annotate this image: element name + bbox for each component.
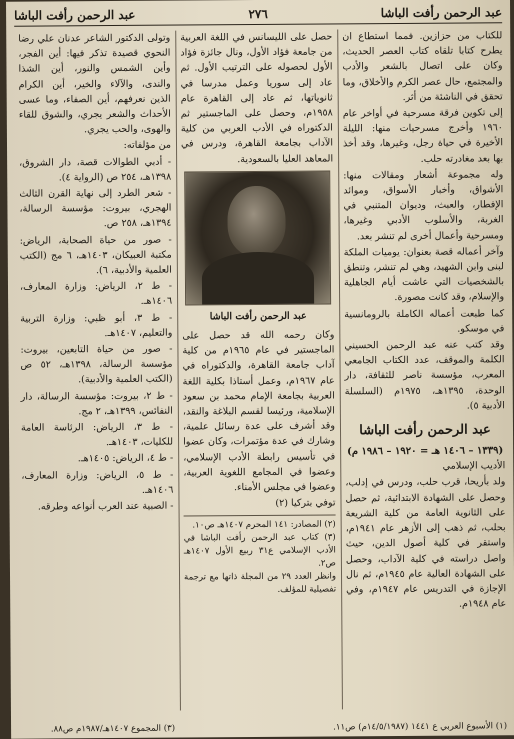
biography-role: الأديب الإسلامي (442, 460, 506, 473)
work-item: - ط ٢، بيروت: مؤسسة الرسالة، دار النفائس، ١٣٩٩هـ، ٢ مج. (20, 390, 173, 418)
paragraph: إلى تكوين فرقة مسرحية في أواخر عام ١٩٦٠ وأخرج مسرحيات منها: الليلة الأخيرة في حياة رجل، وغيرها، وقد أخذ بها بعد مغادرته حلب. (342, 107, 504, 165)
portrait-caption: عبد الرحمن رأفت الباشا (209, 310, 307, 323)
death-note: توفي بتركيا (٢) (275, 497, 336, 510)
header-title-right: عبد الرحمن رأفت الباشا (380, 5, 503, 21)
paragraph: وله مجموعة أشعار ومقالات منها: الأشواق، وأخبار الأسواق، وموائد الإفطار، والعبث، وديوان المتنبي في الغربة، والأسلوب الأدبي وغيرها، ومسرحية وأعمال أخرى لم تنشر بعد. (343, 169, 504, 242)
footnote: (٢) المصادر: ١٤١ المحرم ١٤٠٧هـ ص١٠. (192, 519, 336, 531)
biography-text: ولد بأريحا، قرب حلب، ودرس في إدلب، وحصل على الشهادة الابتدائية، ثم حصل على الثانوية العامة من كلية الشريعة بحلب، ثم ذهب إلى الأزهر عام ١٩٤١م، واستقر في كلية أصول الدين، حيث واصل دراسته في كلية الآداب، وحصل على الشهادة العالية عام ١٩٤٥م، ثم نال الإجازة في التدريس عام ١٩٤٧م، وفي عام ١٩٤٨م. (345, 476, 507, 610)
header-title-left: عبد الرحمن رأفت الباشا (14, 7, 136, 23)
footnote: (٣) كتاب عبد الرحمن رأفت الباشا في الأدب الإسلامي ع٣١ ربيع الأول ١٤٠٧هـ ص٢. (183, 532, 336, 570)
work-item: - صور من حياة الصحابة، الرياض: مكتبة العبيكان، ١٤٠٣هـ، ٦ مج (الكتب العلمية والأدبية، ٦). (19, 234, 172, 277)
page-number: ٢٧٦ (248, 6, 268, 22)
paragraph: كما طبعت أعماله الكاملة بالرومانسية في موسكو. (344, 307, 505, 335)
paragraph: حصل على الليسانس في اللغة العربية من جامعة فؤاد الأول، ونال جائزة فؤاد الأول لحصوله على الترتيب الأول. ثم عاد إلى سوريا وعمل مدرسا في ثانوياتها، ثم عاد إلى القاهرة عام ١٩٥٨م، وحصل على الماجستير ثم الدكتوراه في الأدب العربي من كلية الآداب بجامعة القاهرة، ودرس في المعاهد العليا بالسعودية. (180, 31, 334, 165)
work-item: - شعر الطرد إلى نهاية القرن الثالث الهجري، بيروت: مؤسسة الرسالة، ١٣٩٤هـ، ٢٥٨ ص. (19, 187, 172, 230)
work-item: - الصبية عند العرب أنواعه وطرقه. (37, 500, 174, 513)
book-page (6, 0, 514, 739)
paragraph: وتولى الدكتور الشاعر عدنان علي رضا النحوي قصيدة تذكر فيها: أين الفجر، وأين الشمس والنور، أين الشذا والندى، والآلاء والخير، أين الكرام الذين نعرفهم، أين الصفاء، وما عسى الأحداث والشعر يجري، والشوق للقاء والهوى، والحب يجري. (18, 32, 171, 136)
paragraph: وآخر أعماله قصة بعنوان: يوميات الملكة لبنى وابن الشهيد، وهي لم تنشر، وتنطق بالشخصيات التي عاشت أيام الجاهلية والإسلام، وقد كانت مصورة. (343, 246, 505, 304)
footnotes-middle (184, 515, 337, 598)
biography-dates: (١٣٣٩ – ١٤٠٦ هـ = ١٩٢٠ – ١٩٨٦ م) (347, 445, 504, 458)
footnote: وانظر العدد ٢٩ من المجلة ذاتها مع ترجمة تفصيلية للمؤلف. (183, 571, 337, 596)
column-left (18, 31, 173, 516)
work-item: - ط ٣، أبو ظبي: وزارة التربية والتعليم، ١٤٠٧هـ. (20, 312, 173, 339)
footnote-right: (١) الأسبوع العربي ع ١٤٤١ (١٤/٥/١٩٨٧م) ص١١. (333, 721, 508, 733)
work-item: - ط ٤، الرياض: ١٤٠٥هـ. (77, 453, 174, 465)
work-item: - صور من حياة التابعين، بيروت: مؤسسة الرسالة، ١٣٩٨هـ، ٥٢ ص (الكتب العلمية والأدبية). (20, 343, 173, 386)
portrait-body (202, 251, 314, 304)
work-item: - أدبي الطوالات قصة، دار الشروق، ١٣٩٨هـ، ٢٥٤ ص (الرواية ٤). (19, 156, 172, 184)
column-middle (180, 29, 336, 598)
page-header (14, 2, 502, 26)
paragraph: وقد كتب عنه عبد الرحمن الحسيني الكلمة والموقف، عدد الكتاب الجامعي المعرب، مؤسسة ناصر للثقافة، دار الوحدة، ١٣٩٥هـ، ١٩٧٥م (السلسلة الأدبية ٥). (344, 339, 505, 412)
footnote-left: (٣) المجموع ١٤٠٧هـ/١٩٨٧م ص٨٨. (50, 723, 176, 735)
work-item: - ط ٥، الرياض: وزارة المعارف، ١٤٠٦هـ. (21, 469, 174, 496)
biography-title: عبد الرحمن رأفت الباشا (359, 422, 491, 439)
works-heading: من مؤلفاته: (123, 140, 172, 152)
author-portrait (184, 170, 331, 305)
column-right (342, 28, 506, 613)
work-item: - ط ٢، الرياض: وزارة المعارف، ١٤٠٦هـ. (19, 280, 173, 308)
paragraph: للكتاب من حزازين. فمما استطاع ان يطرح كتابا تلقاه كتاب العصر الحديث، وكان على اتصال بالشعر والأدب والمجتمع، حال عصر الكرم والأخلاق، وما تحقق في الناشئة من أثر. (342, 30, 503, 103)
work-item: - ط ٣، الرياض: الرئاسة العامة للكليات، ١٤٠٣هـ. (20, 421, 174, 449)
portrait-face (227, 186, 285, 256)
paragraph: وكان رحمه الله قد حصل على الماجستير في عام ١٩٦٥م من كلية آداب جامعة القاهرة، والدكتوراه في عام ١٩٦٧م، وعمل أستاذا بكلية اللغة العربية بجامعة الإمام محمد بن سعود الإسلامية، ورئيسا لقسم البلاغة والنقد، وقد أشرف على عدة رسائل علمية، وشارك في عدة مؤتمرات، وكان عضوا في تأسيس رابطة الأدب الإسلامي، وعضوا في المجامع اللغوية العربية، وعضوا في مجلس الأمناء. (182, 329, 336, 494)
